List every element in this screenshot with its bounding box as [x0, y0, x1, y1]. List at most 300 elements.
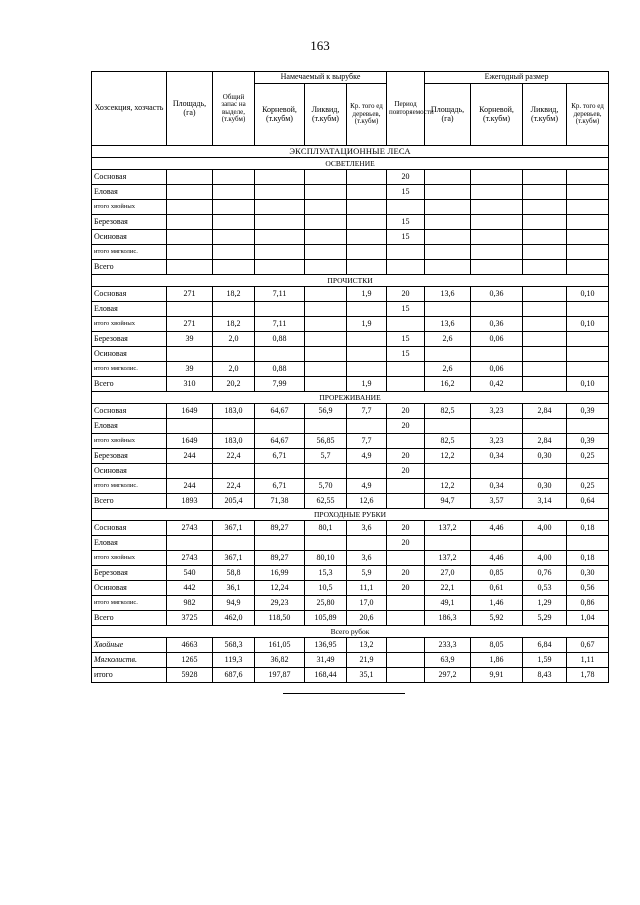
row-label: Сосновая [92, 404, 167, 419]
table-cell [213, 185, 255, 200]
table-cell [213, 302, 255, 317]
table-cell: 462,0 [213, 611, 255, 626]
table-cell [255, 464, 305, 479]
table-row [92, 494, 609, 509]
table-cell [255, 230, 305, 245]
table-cell: 20 [387, 581, 425, 596]
row-label: итого [92, 668, 167, 683]
table-cell [425, 419, 471, 434]
row-label: Березовая [92, 449, 167, 464]
table-cell: 36,1 [213, 581, 255, 596]
table-cell [347, 245, 387, 260]
table-cell: 56,9 [305, 404, 347, 419]
table-cell [523, 287, 567, 302]
table-cell [567, 215, 609, 230]
table-cell [347, 170, 387, 185]
table-cell [255, 245, 305, 260]
table-cell: 1649 [167, 404, 213, 419]
table-row [92, 287, 609, 302]
table-cell [167, 230, 213, 245]
table-cell: 5,29 [523, 611, 567, 626]
table-cell [387, 479, 425, 494]
table-cell: 15 [387, 185, 425, 200]
table-cell [387, 245, 425, 260]
table-cell [305, 317, 347, 332]
table-cell: 183,0 [213, 434, 255, 449]
table-cell: 39 [167, 332, 213, 347]
table-cell [567, 302, 609, 317]
table-cell: 5,9 [347, 566, 387, 581]
table-cell: 12,2 [425, 479, 471, 494]
table-row [92, 653, 609, 668]
table-cell: 11,1 [347, 581, 387, 596]
table-cell: 161,05 [255, 638, 305, 653]
table-cell: 20 [387, 419, 425, 434]
table-cell: 27,0 [425, 566, 471, 581]
table-cell: 1649 [167, 434, 213, 449]
table-cell: 1,78 [567, 668, 609, 683]
table-cell: 0,30 [567, 566, 609, 581]
section-header-row [92, 626, 609, 638]
table-cell [567, 332, 609, 347]
table-cell: 1,11 [567, 653, 609, 668]
table-cell [425, 347, 471, 362]
table-cell: 982 [167, 596, 213, 611]
row-label: Березовая [92, 566, 167, 581]
table-row [92, 551, 609, 566]
table-cell: 244 [167, 479, 213, 494]
table-row [92, 596, 609, 611]
table-cell: 244 [167, 449, 213, 464]
header-area: Площадь, (га) [167, 72, 213, 146]
table-cell [347, 200, 387, 215]
table-cell [387, 362, 425, 377]
table-cell: 20 [387, 170, 425, 185]
table-row [92, 302, 609, 317]
table-cell: 20 [387, 566, 425, 581]
table-cell: 7,11 [255, 317, 305, 332]
section-header-row [92, 158, 609, 170]
table-cell: 13,6 [425, 317, 471, 332]
table-cell [471, 230, 523, 245]
table-cell: 1,29 [523, 596, 567, 611]
table-row [92, 260, 609, 275]
table-cell [255, 260, 305, 275]
table-cell [567, 185, 609, 200]
row-label: Всего [92, 260, 167, 275]
row-label: итого мягколис. [92, 362, 167, 377]
section-header-row [92, 392, 609, 404]
table-row [92, 464, 609, 479]
table-cell [347, 185, 387, 200]
table-cell: 3725 [167, 611, 213, 626]
table-cell: 63,9 [425, 653, 471, 668]
table-cell [347, 230, 387, 245]
table-cell: 13,6 [425, 287, 471, 302]
table-cell: 20 [387, 449, 425, 464]
row-label: Осиновая [92, 347, 167, 362]
table-cell: 367,1 [213, 521, 255, 536]
table-cell [523, 464, 567, 479]
row-label: Осиновая [92, 464, 167, 479]
table-cell: 5928 [167, 668, 213, 683]
table-cell [213, 215, 255, 230]
row-label: Сосновая [92, 521, 167, 536]
table-cell [523, 377, 567, 392]
row-label: Березовая [92, 215, 167, 230]
table-cell [471, 302, 523, 317]
table-cell: 16,2 [425, 377, 471, 392]
table-cell [567, 260, 609, 275]
table-cell: 205,4 [213, 494, 255, 509]
table-cell [305, 200, 347, 215]
row-label: итого мягколис. [92, 596, 167, 611]
table-cell: 15 [387, 230, 425, 245]
table-cell [471, 419, 523, 434]
table-cell [471, 170, 523, 185]
table-cell: 12,24 [255, 581, 305, 596]
table-cell: 4,46 [471, 521, 523, 536]
table-cell: 0,25 [567, 449, 609, 464]
table-cell: 168,44 [305, 668, 347, 683]
table-cell [167, 185, 213, 200]
table-cell: 1,04 [567, 611, 609, 626]
table-cell [425, 170, 471, 185]
table-row [92, 317, 609, 332]
table-cell: 22,4 [213, 449, 255, 464]
table-cell [523, 170, 567, 185]
table-row [92, 170, 609, 185]
table-row [92, 200, 609, 215]
table-cell: 15,3 [305, 566, 347, 581]
table-cell [255, 170, 305, 185]
table-cell: 64,67 [255, 404, 305, 419]
table-cell [523, 245, 567, 260]
table-cell: 2,84 [523, 404, 567, 419]
table-cell: 0,18 [567, 521, 609, 536]
table-cell: 10,5 [305, 581, 347, 596]
table-cell: 20 [387, 404, 425, 419]
row-label: Осиновая [92, 581, 167, 596]
table-row [92, 536, 609, 551]
table-cell [471, 347, 523, 362]
forest-harvest-table [91, 71, 609, 683]
table-cell [471, 464, 523, 479]
row-label: Хвойные [92, 638, 167, 653]
table-cell [305, 260, 347, 275]
table-cell [523, 230, 567, 245]
table-cell [213, 536, 255, 551]
table-cell: 2,0 [213, 362, 255, 377]
table-cell [425, 302, 471, 317]
table-cell: 18,2 [213, 317, 255, 332]
row-label: Еловая [92, 536, 167, 551]
table-row [92, 332, 609, 347]
table-cell: 20 [387, 464, 425, 479]
table-cell: 39 [167, 362, 213, 377]
table-cell: 233,3 [425, 638, 471, 653]
table-cell: 89,27 [255, 521, 305, 536]
section-title: ОСВЕТЛЕНИЕ [92, 158, 609, 170]
table-cell [523, 536, 567, 551]
table-cell: 3,14 [523, 494, 567, 509]
table-cell [255, 347, 305, 362]
table-cell [387, 611, 425, 626]
table-cell [167, 302, 213, 317]
table-cell [347, 347, 387, 362]
table-cell [387, 494, 425, 509]
table-cell: 62,55 [305, 494, 347, 509]
table-cell [471, 245, 523, 260]
table-cell [471, 185, 523, 200]
table-cell: 310 [167, 377, 213, 392]
row-label: Березовая [92, 332, 167, 347]
table-cell [213, 419, 255, 434]
table-cell: 71,38 [255, 494, 305, 509]
table-cell: 0,67 [567, 638, 609, 653]
table-cell [523, 347, 567, 362]
table-cell: 183,0 [213, 404, 255, 419]
table-cell: 18,2 [213, 287, 255, 302]
table-cell [425, 245, 471, 260]
table-cell: 0,56 [567, 581, 609, 596]
table-cell [167, 200, 213, 215]
table-cell: 540 [167, 566, 213, 581]
table-cell [255, 185, 305, 200]
header-planned-group: Намечаемый к вырубке [255, 72, 387, 84]
section-title: Всего рубок [92, 626, 609, 638]
table-cell [567, 536, 609, 551]
table-row [92, 434, 609, 449]
table-cell: 80,10 [305, 551, 347, 566]
table-cell [167, 464, 213, 479]
table-cell: 0,88 [255, 362, 305, 377]
table-cell: 5,7 [305, 449, 347, 464]
header-annual-liquid: Ликвид, (т.кубм) [523, 84, 567, 146]
table-cell: 3,23 [471, 404, 523, 419]
table-cell: 0,64 [567, 494, 609, 509]
table-cell [305, 332, 347, 347]
table-cell [305, 347, 347, 362]
table-cell [305, 377, 347, 392]
table-cell: 105,89 [305, 611, 347, 626]
table-cell: 2,0 [213, 332, 255, 347]
table-cell [255, 536, 305, 551]
table-cell: 20 [387, 521, 425, 536]
table-cell: 15 [387, 347, 425, 362]
table-cell: 197,87 [255, 668, 305, 683]
table-row [92, 581, 609, 596]
table-cell: 1,9 [347, 287, 387, 302]
table-cell: 568,3 [213, 638, 255, 653]
section-title: ПРОРЕЖИВАНИЕ [92, 392, 609, 404]
row-label: Еловая [92, 419, 167, 434]
table-cell [387, 596, 425, 611]
table-cell [347, 536, 387, 551]
table-row [92, 668, 609, 683]
row-label: итого хвойных [92, 200, 167, 215]
table-cell [213, 347, 255, 362]
table-cell: 15 [387, 215, 425, 230]
row-label: Сосновая [92, 170, 167, 185]
table-cell: 297,2 [425, 668, 471, 683]
table-body [92, 146, 609, 683]
table-cell: 4,00 [523, 551, 567, 566]
table-cell [387, 551, 425, 566]
table-cell [523, 260, 567, 275]
header-planned-liquid: Ликвид, (т.кубм) [305, 84, 347, 146]
table-header [92, 72, 609, 146]
table-cell: 8,05 [471, 638, 523, 653]
table-cell [567, 464, 609, 479]
table-cell [567, 347, 609, 362]
table-cell: 56,85 [305, 434, 347, 449]
table-row [92, 377, 609, 392]
table-cell [255, 302, 305, 317]
table-cell: 4,00 [523, 521, 567, 536]
table-cell: 49,1 [425, 596, 471, 611]
table-cell: 64,67 [255, 434, 305, 449]
table-cell: 1,59 [523, 653, 567, 668]
table-row [92, 404, 609, 419]
table-cell: 0,10 [567, 287, 609, 302]
table-cell [213, 245, 255, 260]
table-cell: 22,4 [213, 479, 255, 494]
table-cell [523, 332, 567, 347]
table-cell: 4663 [167, 638, 213, 653]
table-cell: 35,1 [347, 668, 387, 683]
table-row [92, 419, 609, 434]
table-cell [523, 317, 567, 332]
table-cell [567, 362, 609, 377]
table-cell [255, 215, 305, 230]
table-cell [387, 317, 425, 332]
table-cell [213, 170, 255, 185]
table-row [92, 638, 609, 653]
table-cell: 442 [167, 581, 213, 596]
table-cell [387, 260, 425, 275]
table-cell [567, 200, 609, 215]
table-cell: 271 [167, 317, 213, 332]
table-cell [167, 245, 213, 260]
table-cell [347, 215, 387, 230]
row-label: Еловая [92, 302, 167, 317]
table-cell: 7,7 [347, 434, 387, 449]
table-cell: 0,25 [567, 479, 609, 494]
table-cell: 94,7 [425, 494, 471, 509]
table-cell: 8,43 [523, 668, 567, 683]
table-cell: 0,10 [567, 377, 609, 392]
table-cell: 17,0 [347, 596, 387, 611]
table-cell: 4,9 [347, 449, 387, 464]
header-annual-construction: Кр. того ед деревьев, (т.кубм) [567, 84, 609, 146]
table-row [92, 347, 609, 362]
table-cell: 2,6 [425, 332, 471, 347]
row-label: итого мягколис. [92, 245, 167, 260]
row-label: Еловая [92, 185, 167, 200]
footnote-divider [283, 693, 405, 694]
table-cell [347, 464, 387, 479]
table-cell: 3,6 [347, 551, 387, 566]
table-cell: 9,91 [471, 668, 523, 683]
table-cell: 89,27 [255, 551, 305, 566]
table-cell [167, 347, 213, 362]
table-cell [167, 215, 213, 230]
table-cell [471, 536, 523, 551]
table-cell [425, 215, 471, 230]
table-cell: 1,9 [347, 377, 387, 392]
section-header-row [92, 509, 609, 521]
table-cell: 687,6 [213, 668, 255, 683]
row-label: Всего [92, 494, 167, 509]
header-category: Хозсекция, хозчасть [92, 72, 167, 146]
table-row [92, 566, 609, 581]
row-label: Осиновая [92, 230, 167, 245]
table-cell: 80,1 [305, 521, 347, 536]
table-cell: 1893 [167, 494, 213, 509]
section-header-row [92, 275, 609, 287]
table-cell: 2,6 [425, 362, 471, 377]
row-label: Мягколиств. [92, 653, 167, 668]
table-cell: 20 [387, 287, 425, 302]
table-cell [523, 302, 567, 317]
row-label: Всего [92, 377, 167, 392]
table-row [92, 449, 609, 464]
table-cell: 0,42 [471, 377, 523, 392]
table-cell: 25,80 [305, 596, 347, 611]
table-cell: 0,06 [471, 362, 523, 377]
table-cell [167, 260, 213, 275]
table-cell: 271 [167, 287, 213, 302]
table-row [92, 521, 609, 536]
table-cell: 137,2 [425, 551, 471, 566]
table-row [92, 245, 609, 260]
table-cell: 6,71 [255, 449, 305, 464]
table-cell: 0,36 [471, 317, 523, 332]
table-cell: 1265 [167, 653, 213, 668]
table-cell [425, 536, 471, 551]
table-cell: 367,1 [213, 551, 255, 566]
table-cell: 36,82 [255, 653, 305, 668]
table-cell [305, 245, 347, 260]
row-label: итого хвойных [92, 317, 167, 332]
table-cell [167, 536, 213, 551]
table-cell: 0,10 [567, 317, 609, 332]
table-cell: 0,85 [471, 566, 523, 581]
table-cell [425, 185, 471, 200]
table-cell: 0,30 [523, 449, 567, 464]
table-cell [387, 653, 425, 668]
table-cell [213, 260, 255, 275]
table-cell [567, 170, 609, 185]
table-cell: 2743 [167, 521, 213, 536]
table-cell: 3,57 [471, 494, 523, 509]
table-cell [347, 260, 387, 275]
table-cell: 186,3 [425, 611, 471, 626]
table-cell: 1,86 [471, 653, 523, 668]
table-cell [347, 332, 387, 347]
table-cell: 7,99 [255, 377, 305, 392]
table-cell [425, 260, 471, 275]
table-cell: 4,46 [471, 551, 523, 566]
table-cell: 0,36 [471, 287, 523, 302]
table-cell: 16,99 [255, 566, 305, 581]
table-cell [425, 200, 471, 215]
table-cell: 0,18 [567, 551, 609, 566]
table-cell [347, 362, 387, 377]
table-cell [523, 362, 567, 377]
table-cell: 22,1 [425, 581, 471, 596]
